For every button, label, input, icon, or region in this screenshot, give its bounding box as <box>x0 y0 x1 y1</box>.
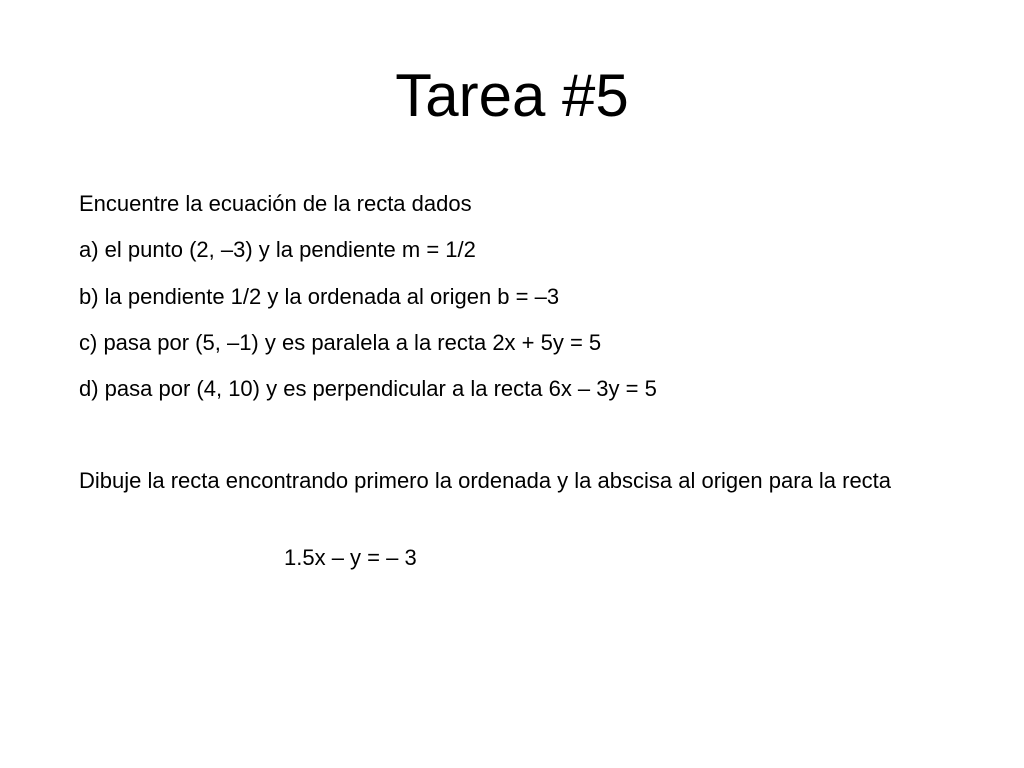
intro-text: Encuentre la ecuación de la recta dados <box>79 191 472 216</box>
item-d: d) pasa por (4, 10) y es perpendicular a la recta 6x – 3y = 5 <box>79 376 657 401</box>
item-b: b) la pendiente 1/2 y la ordenada al origen b = –3 <box>79 284 560 309</box>
equation: 1.5x – y = – 3 <box>284 545 417 570</box>
instruction-text: Dibuje la recta encontrando primero la ordenada y la abscisa al origen para la recta <box>79 468 892 493</box>
slide-title: Tarea #5 <box>395 62 629 129</box>
item-a: a) el punto (2, –3) y la pendiente m = 1/2 <box>79 237 476 262</box>
item-c: c) pasa por (5, –1) y es paralela a la recta 2x + 5y = 5 <box>79 330 602 355</box>
